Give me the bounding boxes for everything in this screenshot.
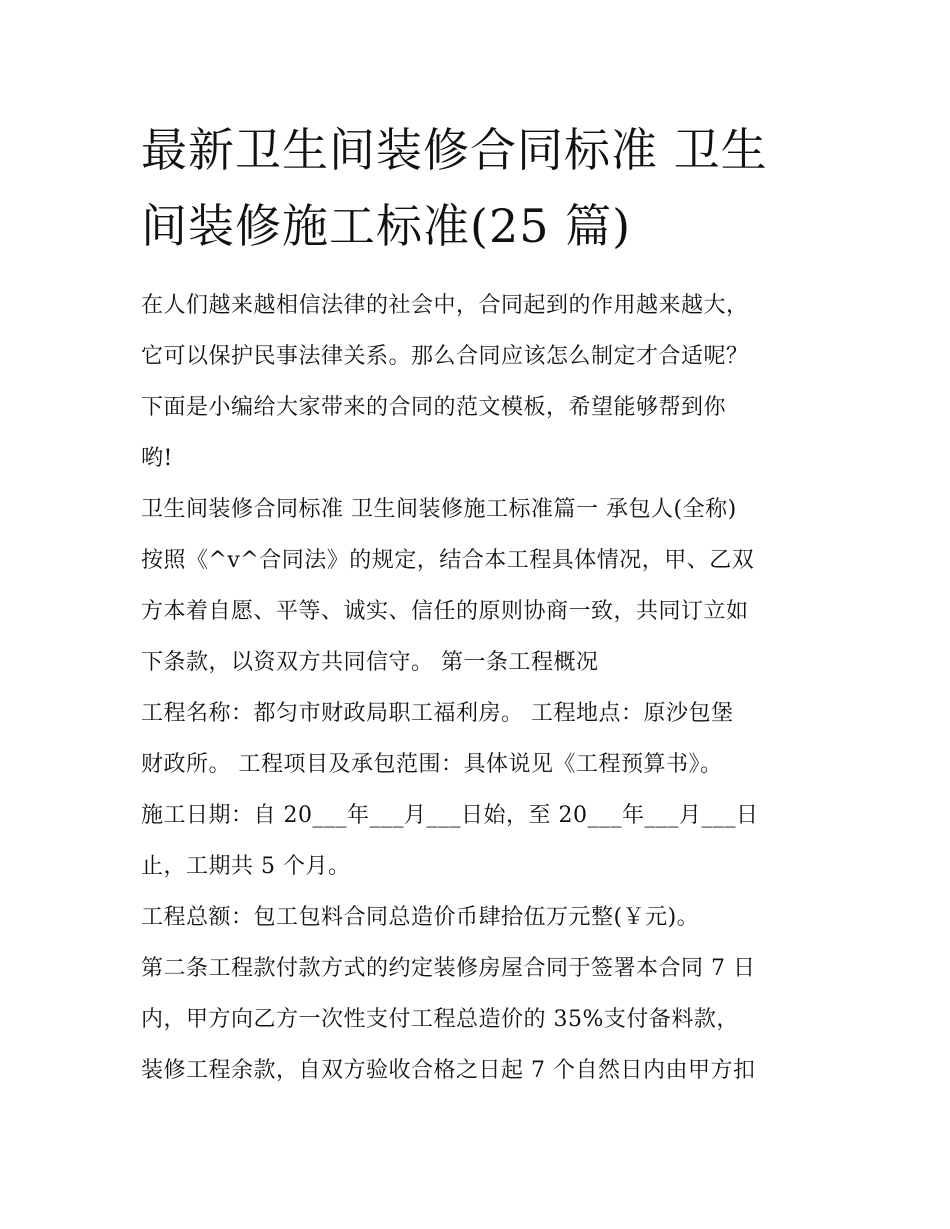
paragraph-line: 财政所。 工程项目及承包范围：具体说见《工程预算书》。 xyxy=(141,752,723,777)
document-body xyxy=(141,280,821,1096)
paragraph-line: 止，工期共 5 个月。 xyxy=(141,854,351,879)
paragraph-line: 装修工程余款，自双方验收合格之日起 7 个自然日内由甲方扣 xyxy=(141,1058,756,1083)
paragraph-line: 它可以保护民事法律关系。那么合同应该怎么制定才合适呢？ xyxy=(141,344,749,369)
paragraph-line: 方本着自愿、平等、诚实、信任的原则协商一致，共同订立如 xyxy=(141,599,749,624)
paragraph-line: 卫生间装修合同标准 卫生间装修施工标准篇一 承包人(全称) xyxy=(141,497,737,522)
paragraph-line: 下面是小编给大家带来的合同的范文模板，希望能够帮到你 xyxy=(141,395,727,420)
paragraph-line: 工程名称：都匀市财政局职工福利房。 工程地点：原沙包堡 xyxy=(141,701,734,726)
paragraph-line: 工程总额：包工包料合同总造价币肆拾伍万元整(￥元)。 xyxy=(141,905,700,930)
paragraph-line: 哟! xyxy=(141,446,173,471)
paragraph-line: 按照《^v^合同法》的规定，结合本工程具体情况，甲、乙双 xyxy=(141,548,755,573)
paragraph-line: 第二条工程款付款方式的约定装修房屋合同于签署本合同 7 日 xyxy=(141,956,756,981)
title-line: 最新卫生间装修合同标准 卫生 xyxy=(141,123,768,177)
paragraph-line: 在人们越来越相信法律的社会中，合同起到的作用越来越大， xyxy=(141,293,749,318)
document-title xyxy=(141,112,821,264)
paragraph-line: 下条款，以资双方共同信守。 第一条工程概况 xyxy=(141,650,599,675)
paragraph-line: 施工日期：自 20___年___月___日始，至 20___年___月___日 xyxy=(141,803,759,828)
paragraph-line: 内，甲方向乙方一次性支付工程总造价的 35%支付备料款， xyxy=(141,1007,739,1032)
title-line: 间装修施工标准(25 篇) xyxy=(141,199,632,253)
